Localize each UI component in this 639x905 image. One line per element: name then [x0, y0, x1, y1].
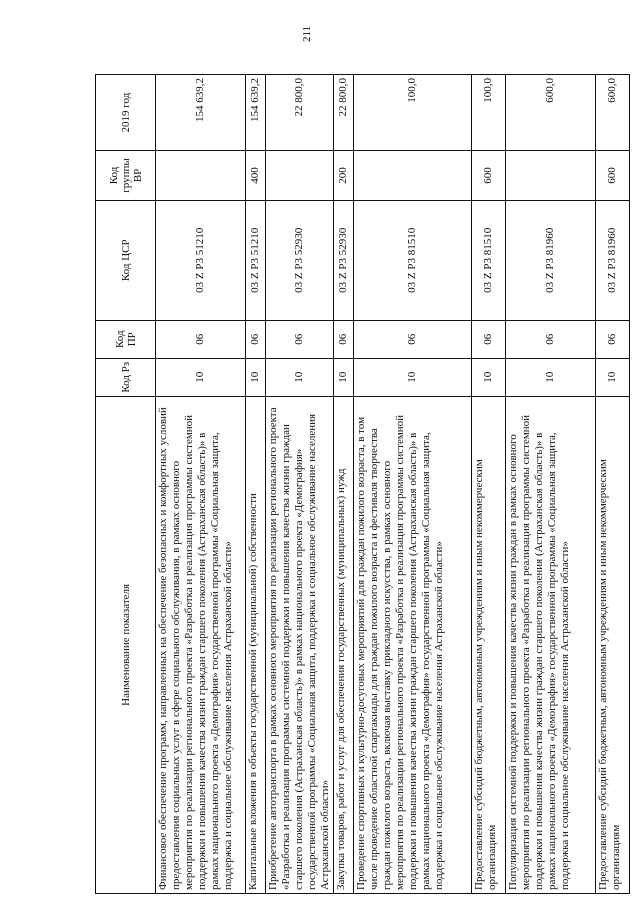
row-vr: 200 — [334, 151, 354, 201]
row-amount: 22 800,0 — [334, 75, 354, 151]
page-number-text: 211 — [301, 25, 313, 42]
table-header-row — [96, 75, 156, 894]
row-pr: 06 — [472, 320, 506, 358]
row-pr: 06 — [156, 320, 246, 358]
page-number — [300, 20, 314, 50]
row-rz: 10 — [334, 358, 354, 396]
row-pr: 06 — [596, 320, 630, 358]
row-rz: 10 — [506, 358, 596, 396]
row-csr: 03 Z P3 52930 — [334, 200, 354, 320]
row-name: Капитальные вложения в объекты государственной (муниципальной) собственности — [246, 396, 266, 893]
row-name: Проведение спортивных и культурно-досуговых мероприятий для граждан пожилого возраста, в том числе проведение областной спартакиады для граждан пожилого возраста и фестиваля творчества граждан пожилого возраста, включая выставку прикладного искусства, в рамках основного мероприятия по реализации регионального проекта «Разработка и реализация программы системной поддержки и повышения качества жизни граждан старшего поколения (Астраханская область)» в рамках национального проекта «Демография» государственной программы «Социальная защита, поддержка и социальное обслуживание населения Астраханской области» — [354, 396, 472, 893]
row-csr: 03 Z P3 81960 — [596, 200, 630, 320]
row-amount: 100,0 — [472, 75, 506, 151]
row-csr: 03 Z P3 81960 — [506, 200, 596, 320]
row-vr: 600 — [472, 151, 506, 201]
row-name: Предоставление субсидий бюджетным, автономным учреждениям и иным некоммерческим организациям — [596, 396, 630, 893]
table-row — [472, 75, 506, 894]
row-name: Закупка товаров, работ и услуг для обеспечения государственных (муниципальных) нужд — [334, 396, 354, 893]
row-pr: 06 — [354, 320, 472, 358]
row-rz: 10 — [246, 358, 266, 396]
row-vr — [506, 151, 596, 201]
row-amount: 154 639,2 — [246, 75, 266, 151]
row-vr — [266, 151, 334, 201]
row-amount: 600,0 — [506, 75, 596, 151]
row-csr: 03 Z P3 81510 — [472, 200, 506, 320]
row-rz: 10 — [156, 358, 246, 396]
row-pr: 06 — [506, 320, 596, 358]
table-row — [246, 75, 266, 894]
row-csr: 03 Z P3 51210 — [246, 200, 266, 320]
budget-table-rotated — [95, 74, 622, 894]
row-rz: 10 — [472, 358, 506, 396]
row-csr: 03 Z P3 52930 — [266, 200, 334, 320]
row-amount: 100,0 — [354, 75, 472, 151]
row-rz: 10 — [354, 358, 472, 396]
row-pr: 06 — [246, 320, 266, 358]
row-name: Финансовое обеспечение программ, направленных на обеспечение безопасных и комфортных условий предоставления социальных услуг в сфере социального обслуживания, в рамках основного мероприятия по реализации регионального проекта «Разработка и реализация программы системной поддержки и повышения качества жизни граждан старшего поколения (Астраханская область)» в рамках национального проекта «Демография» государственной программы «Социальная защита, поддержка и социальное обслуживание населения Астраханской области» — [156, 396, 246, 893]
row-csr: 03 Z P3 51210 — [156, 200, 246, 320]
row-rz: 10 — [596, 358, 630, 396]
row-csr: 03 Z P3 81510 — [354, 200, 472, 320]
table-row — [596, 75, 630, 894]
row-name: Предоставление субсидий бюджетным, автономным учреждениям и иным некоммерческим организациям — [472, 396, 506, 893]
table-row — [266, 75, 334, 894]
table-row — [354, 75, 472, 894]
row-vr: 400 — [246, 151, 266, 201]
row-amount: 154 639,2 — [156, 75, 246, 151]
row-vr — [156, 151, 246, 201]
header-vr: Код группы ВР — [96, 151, 156, 201]
row-amount: 22 800,0 — [266, 75, 334, 151]
header-name: Наименование показателя — [96, 396, 156, 893]
row-rz: 10 — [266, 358, 334, 396]
table-row — [156, 75, 246, 894]
header-year: 2019 год — [96, 75, 156, 151]
header-rz: Код Рз — [96, 358, 156, 396]
row-amount: 600,0 — [596, 75, 630, 151]
row-pr: 06 — [334, 320, 354, 358]
row-vr: 600 — [596, 151, 630, 201]
row-name: Популяризация системной поддержки и повышения качества жизни граждан в рамках основного мероприятия по реализации регионального проекта «Разработка и реализация программы системной поддержки и повышения качества жизни граждан старшего поколения (Астраханская область)» в рамках национального проекта «Демография» государственной программы «Социальная защита, поддержка и социальное обслуживание населения Астраханской области» — [506, 396, 596, 893]
row-pr: 06 — [266, 320, 334, 358]
header-csr: Код ЦСР — [96, 200, 156, 320]
table-row — [334, 75, 354, 894]
table-row — [506, 75, 596, 894]
row-vr — [354, 151, 472, 201]
header-pr: Код ПР — [96, 320, 156, 358]
budget-table — [95, 74, 630, 894]
row-name: Приобретение автотранспорта в рамках основного мероприятия по реализации регионального проекта «Разработка и реализация программы системной поддержки и повышения качества жизни граждан старшего поколения (Астраханская область)» в рамках национального проекта «Демография» государственной программы «Социальная защита, поддержка и социальное обслуживание населения Астраханской области» — [266, 396, 334, 893]
